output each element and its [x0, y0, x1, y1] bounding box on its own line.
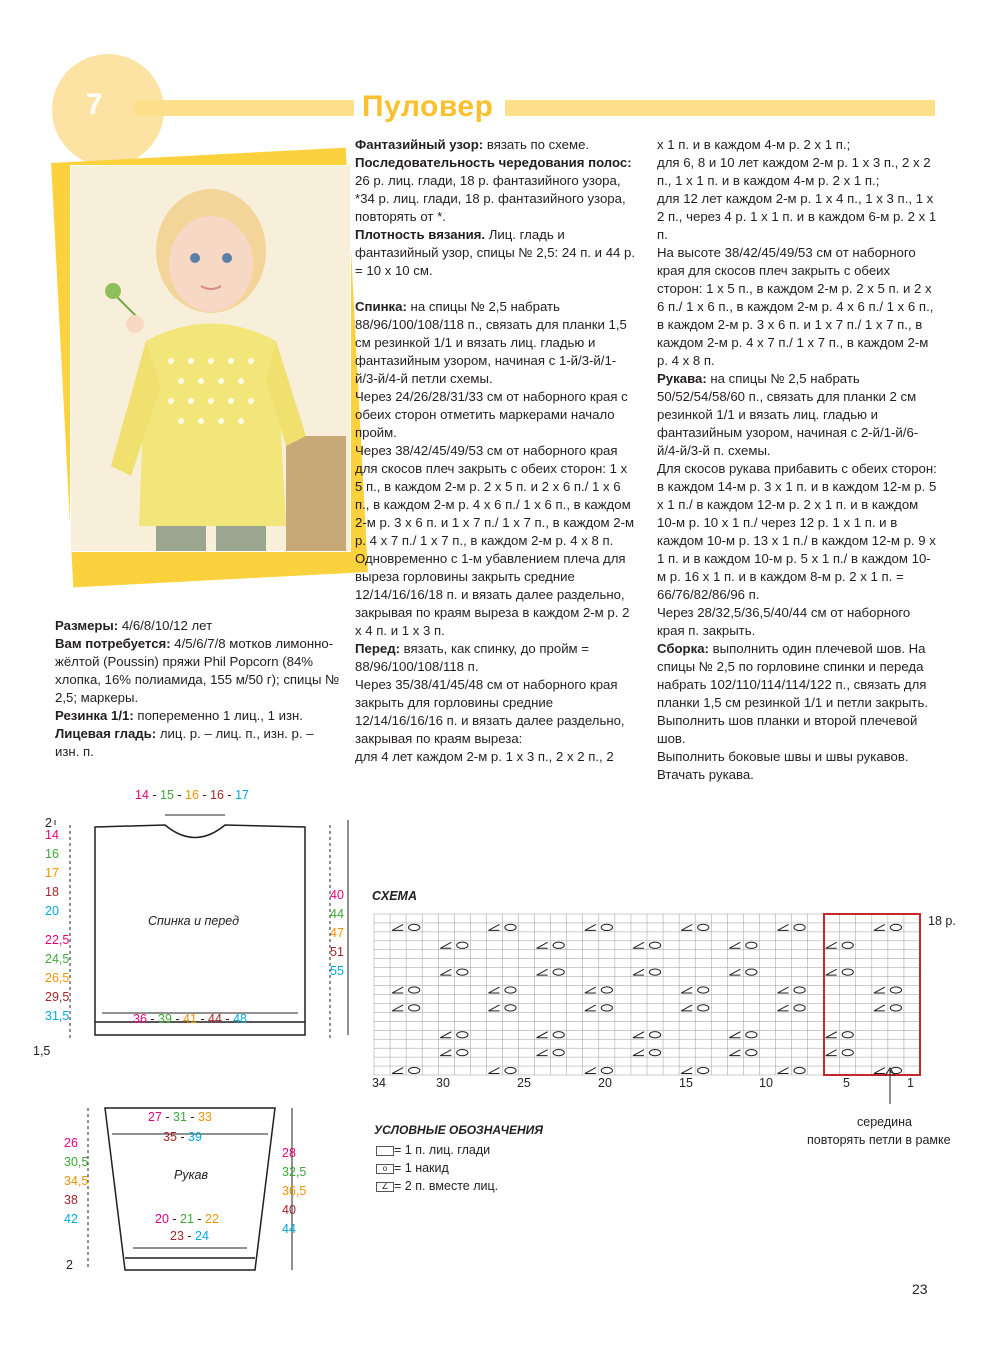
child-photo [70, 165, 351, 552]
sleeve-pattern-diagram [70, 1100, 310, 1280]
body-caption: Спинка и перед [148, 914, 239, 928]
yarn-over-symbol [842, 1050, 853, 1056]
paragraph: Через 35/38/41/45/48 см от наборного края закрыть для горловины средние 12/14/16/16/16 п. и вязать далее раздельно, закрывая по краям выреза: [355, 677, 625, 746]
decrease-symbol [826, 1032, 837, 1038]
yarn-over-symbol [794, 987, 805, 993]
paragraph: Последовательность чередования полос: 26 р. лиц. глади, 18 р. фантазийного узора, *34 р. лиц. глади, 18 р. фантазийного узора, повторять от *. [355, 155, 632, 224]
yarn-over-symbol [649, 1032, 660, 1038]
middle-pointer [880, 1066, 900, 1106]
col-label: 20 [598, 1076, 612, 1090]
paragraph: для 4 лет каждом 2-м р. 1 х 3 п., 2 х 2 п., 2 [355, 749, 614, 764]
paragraph: Выполнить боковые швы и швы рукавов. Втачать рукава. [657, 749, 909, 782]
yarn-over-symbol [698, 924, 709, 930]
yarn-over-symbol [842, 1032, 853, 1038]
decrease-symbol [681, 987, 692, 993]
armhole-measurements: 14 16 17 18 20 [45, 828, 59, 918]
decrease-symbol [729, 1032, 740, 1038]
bottom-width-measurements: 36 - 39 - 41 - 44 - 48 [133, 1012, 247, 1026]
decrease-symbol [777, 1068, 788, 1074]
paragraph: Перед: вязать, как спинку, до пройм = 88/96/100/108/118 п. [355, 641, 589, 674]
decrease-symbol [633, 1032, 644, 1038]
decrease-symbol [488, 987, 499, 993]
col-label: 5 [843, 1076, 850, 1090]
decrease-symbol [729, 969, 740, 975]
decrease-symbol [826, 969, 837, 975]
col-label: 15 [679, 1076, 693, 1090]
yarn-over-symbol [890, 924, 901, 930]
yarn-over-symbol [649, 1050, 660, 1056]
column-middle-text [355, 136, 637, 766]
decrease-symbol [537, 942, 548, 948]
sleeve-top-measurements: 27 - 31 - 33 [148, 1110, 212, 1124]
sleeve-right-measurements: 28 32,5 36,5 40 44 [282, 1146, 307, 1236]
yarn-over-symbol [409, 987, 420, 993]
chart-note-middle: середина [857, 1115, 912, 1129]
decrease-symbol [729, 942, 740, 948]
sleeve-caption: Рукав [174, 1168, 208, 1182]
yarn-over-icon: o [376, 1164, 394, 1174]
yarn-over-symbol [698, 1005, 709, 1011]
yarn-over-symbol [505, 924, 516, 930]
decrease-symbol [681, 1005, 692, 1011]
legend-item: ∠ = 2 п. вместе лиц. [376, 1177, 498, 1196]
yarn-over-symbol [457, 969, 468, 975]
sleeve-bottom-measurements-2: 23 - 24 [170, 1229, 209, 1243]
neck-measurements: 14 - 15 - 16 - 16 - 17 [135, 788, 249, 802]
page-title: Пуловер [362, 90, 494, 123]
decrease-symbol [440, 1050, 451, 1056]
yarn-over-symbol [746, 942, 757, 948]
yarn-over-symbol [409, 1005, 420, 1011]
decrease-symbol [633, 942, 644, 948]
col-label: 1 [907, 1076, 914, 1090]
paragraph: Сборка: выполнить один плечевой шов. На спицы № 2,5 по горловине спинки и переда набрать 102/110/114/114/122 п., связать для планки 1,5 см резинкой 1/1 и петли закрыть. Выполнить шов планки и второй плечевой шов. [657, 641, 929, 746]
yarn-over-symbol [553, 969, 564, 975]
yarn-over-symbol [553, 942, 564, 948]
decrease-symbol [488, 1068, 499, 1074]
paragraph: Вам потребуется: 4/5/6/7/8 мотков лимонно-жёлтой (Poussin) пряжи Phil Popcorn (84% хлопка, 16% полиамида, 155 м/50 г); спицы № 2,5; маркеры. [55, 636, 340, 705]
yarn-over-symbol [794, 1067, 805, 1073]
paragraph: Резинка 1/1: попеременно 1 лиц., 1 изн. [55, 708, 303, 723]
paragraph: Одновременно с 1-м убавлением плеча для выреза горловины закрыть средние 12/14/16/16/18 п. и вязать далее раздельно, закрывая по краям выреза в каждом 2-м р. 2 х 4 п. и 1 х 3 п. [355, 551, 630, 638]
legend-title: УСЛОВНЫЕ ОБОЗНАЧЕНИЯ [374, 1123, 544, 1137]
yarn-over-symbol [794, 1005, 805, 1011]
decrease-symbol [392, 1068, 403, 1074]
yarn-over-symbol [553, 1032, 564, 1038]
col-label: 25 [517, 1076, 531, 1090]
paragraph: для 6, 8 и 10 лет каждом 2-м р. 1 х 3 п., 2 х 2 п., 1 х 1 п. и в каждом 4-м р. 2 х 1 п.; [657, 155, 931, 188]
col-label: 30 [436, 1076, 450, 1090]
legend-item: o = 1 накид [376, 1159, 449, 1178]
decrease-symbol [440, 1032, 451, 1038]
paragraph: Через 24/26/28/31/33 см от наборного края с обеих сторон отметить маркерами начало пройм. [355, 389, 628, 440]
yarn-over-symbol [842, 969, 853, 975]
decrease-symbol [537, 1050, 548, 1056]
yarn-over-symbol [457, 1032, 468, 1038]
decrease-symbol [585, 1068, 596, 1074]
decrease-symbol [633, 969, 644, 975]
legend-item: = 1 п. лиц. глади [376, 1141, 490, 1160]
knit-two-together-icon: ∠ [376, 1182, 394, 1192]
decrease-symbol [874, 987, 885, 993]
column-right-text [657, 136, 939, 784]
paragraph: Размеры: 4/6/8/10/12 лет [55, 618, 213, 633]
knit-stitch-icon [376, 1146, 394, 1156]
sleeve-bottom-measurements: 20 - 21 - 22 [155, 1212, 219, 1226]
yarn-over-symbol [505, 1067, 516, 1073]
paragraph: для 12 лет каждом 2-м р. 1 х 4 п., 1 х 3 п., 1 х 2 п., через 4 р. 1 х 1 п. и в каждом 6-м р. 2 х 1 п. [657, 191, 937, 242]
yarn-over-symbol [649, 969, 660, 975]
yarn-over-symbol [698, 1067, 709, 1073]
decrease-symbol [874, 924, 885, 930]
header-bar-left [134, 100, 354, 116]
paragraph: Для скосов рукава прибавить с обеих сторон: в каждом 14-м р. 3 х 1 п. и в каждом 12-м р. 5 х 1 п./ в каждом 12-м р. 2 х 1 п. и в каждом 10-м р. 10 х 1 п./ через 12 р. 1 х 1 п. и в каждом 10-м р. 13 х 1 п./ в каждом 12-м р. 9 х 1 п. и в каждом 10-м р. 5 х 1 п./ в каждом 10-м р. 16 х 1 п. и в каждом 8-м р. 2 х 1 п. = 66/76/82/86/96 п. [657, 461, 937, 602]
decrease-symbol [585, 924, 596, 930]
yarn-over-symbol [457, 1050, 468, 1056]
decrease-symbol [392, 987, 403, 993]
paragraph: На высоте 38/42/45/49/53 см от наборного края для скосов плеч закрыть с обеих сторон: 1 х 5 п., в каждом 2-м р. 2 х 5 п. и 2 х 6 п./ 1 х 6 п., в каждом 2-м р. 4 х 6 п./ 1 х 6 п., в каждом 2-м р. 3 х 6 п. и 1 х 7 п./ 1 х 7 п., в каждом 2-м р. 4 х 7 п./ 1 х 7 п., в каждом 2-м р. 4 х 8 п. [657, 245, 934, 368]
sleeve-left-measurements: 26 30,5 34,5 38 42 [64, 1136, 89, 1226]
pattern-number: 7 [86, 88, 103, 121]
decrease-symbol [440, 942, 451, 948]
yarn-over-symbol [842, 942, 853, 948]
chart-column-labels [372, 1074, 924, 1094]
col-label: 10 [759, 1076, 773, 1090]
paragraph: Плотность вязания. Лиц. гладь и фантазийный узор, спицы № 2,5: 24 п. и 44 р. = 10 х 10 см. [355, 227, 636, 278]
paragraph: Через 38/42/45/49/53 см от наборного края для скосов плеч закрыть с обеих сторон: 1 х 5 п., в каждом 2-м р. 2 х 5 п. и 2 х 6 п./ 1 х 6 п., в каждом 2-м р. 4 х 6 п./ 1 х 6 п., в каждом 2-м р. 3 х 6 п. и 1 х 7 п./ 1 х 7 п., в каждом 2-м р. 4 х 7 п./ 1 х 7 п., в каждом 2-м р. 4 х 8 п. [355, 443, 635, 548]
col-label: 34 [372, 1076, 386, 1090]
paragraph: Спинка: на спицы № 2,5 набрать 88/96/100/108/118 п., связать для планки 1,5 см резинкой 1/1 и вязать лиц. гладью и фантазийным узором, начиная с 1-й/3-й/1-й/3-й/4-й петли схемы. [355, 299, 627, 386]
decrease-symbol [440, 969, 451, 975]
decrease-symbol [874, 1005, 885, 1011]
decrease-symbol [826, 942, 837, 948]
yarn-over-symbol [457, 942, 468, 948]
paragraph: х 1 п. и в каждом 4-м р. 2 х 1 п.; [657, 137, 851, 152]
yarn-over-symbol [505, 1005, 516, 1011]
yarn-over-symbol [649, 942, 660, 948]
decrease-symbol [681, 1068, 692, 1074]
sleeve-top-measurements-2: 35 - 39 [163, 1130, 202, 1144]
paragraph: Через 28/32,5/36,5/40/44 см от наборного края п. закрыть. [657, 605, 911, 638]
shoulder-measurement: 2 [45, 816, 52, 830]
yarn-over-symbol [553, 1050, 564, 1056]
decrease-symbol [777, 1005, 788, 1011]
decrease-symbol [392, 924, 403, 930]
sleeve-rib-measurement: 2 [66, 1258, 73, 1272]
yarn-over-symbol [794, 924, 805, 930]
chart-title: СХЕМА [372, 889, 417, 903]
decrease-symbol [777, 987, 788, 993]
decrease-symbol [537, 969, 548, 975]
chart-rows-label: 18 р. [928, 914, 956, 928]
decrease-symbol [826, 1050, 837, 1056]
decrease-symbol [729, 1050, 740, 1056]
length-measurements: 40 44 47 51 55 [330, 888, 344, 978]
yarn-over-symbol [601, 1005, 612, 1011]
rib-measurement: 1,5 [33, 1044, 51, 1058]
yarn-over-symbol [746, 1032, 757, 1038]
decrease-symbol [392, 1005, 403, 1011]
decrease-symbol [488, 1005, 499, 1011]
yarn-over-symbol [698, 987, 709, 993]
paragraph: Лицевая гладь: лиц. р. – лиц. п., изн. р. – изн. п. [55, 726, 314, 759]
yarn-over-symbol [601, 987, 612, 993]
yarn-over-symbol [601, 1067, 612, 1073]
decrease-symbol [488, 924, 499, 930]
page-number: 23 [912, 1281, 928, 1297]
decrease-symbol [777, 924, 788, 930]
header-bar-right [505, 100, 935, 116]
yarn-over-symbol [890, 987, 901, 993]
paragraph: Рукава: на спицы № 2,5 набрать 50/52/54/58/60 п., связать для планки 2 см резинкой 1/1 и вязать лиц. гладью и фантазийным узором, начиная с 2-й/1-й/6-й/4-й/3-й п. схемы. [657, 371, 919, 458]
decrease-symbol [585, 1005, 596, 1011]
column-left-text [55, 617, 340, 761]
decrease-symbol [537, 1032, 548, 1038]
decrease-symbol [681, 924, 692, 930]
chart-note-repeat: повторять петли в рамке [807, 1133, 951, 1147]
yarn-over-symbol [409, 924, 420, 930]
yarn-over-symbol [409, 1067, 420, 1073]
knitting-chart [372, 912, 924, 1077]
yarn-over-symbol [746, 1050, 757, 1056]
yarn-over-symbol [746, 969, 757, 975]
yarn-over-symbol [890, 1005, 901, 1011]
side-measurements: 22,5 24,5 26,5 29,5 31,5 [45, 933, 70, 1023]
paragraph: Фантазийный узор: вязать по схеме. [355, 137, 590, 152]
decrease-symbol [585, 987, 596, 993]
yarn-over-symbol [601, 924, 612, 930]
yarn-over-symbol [505, 987, 516, 993]
decrease-symbol [633, 1050, 644, 1056]
